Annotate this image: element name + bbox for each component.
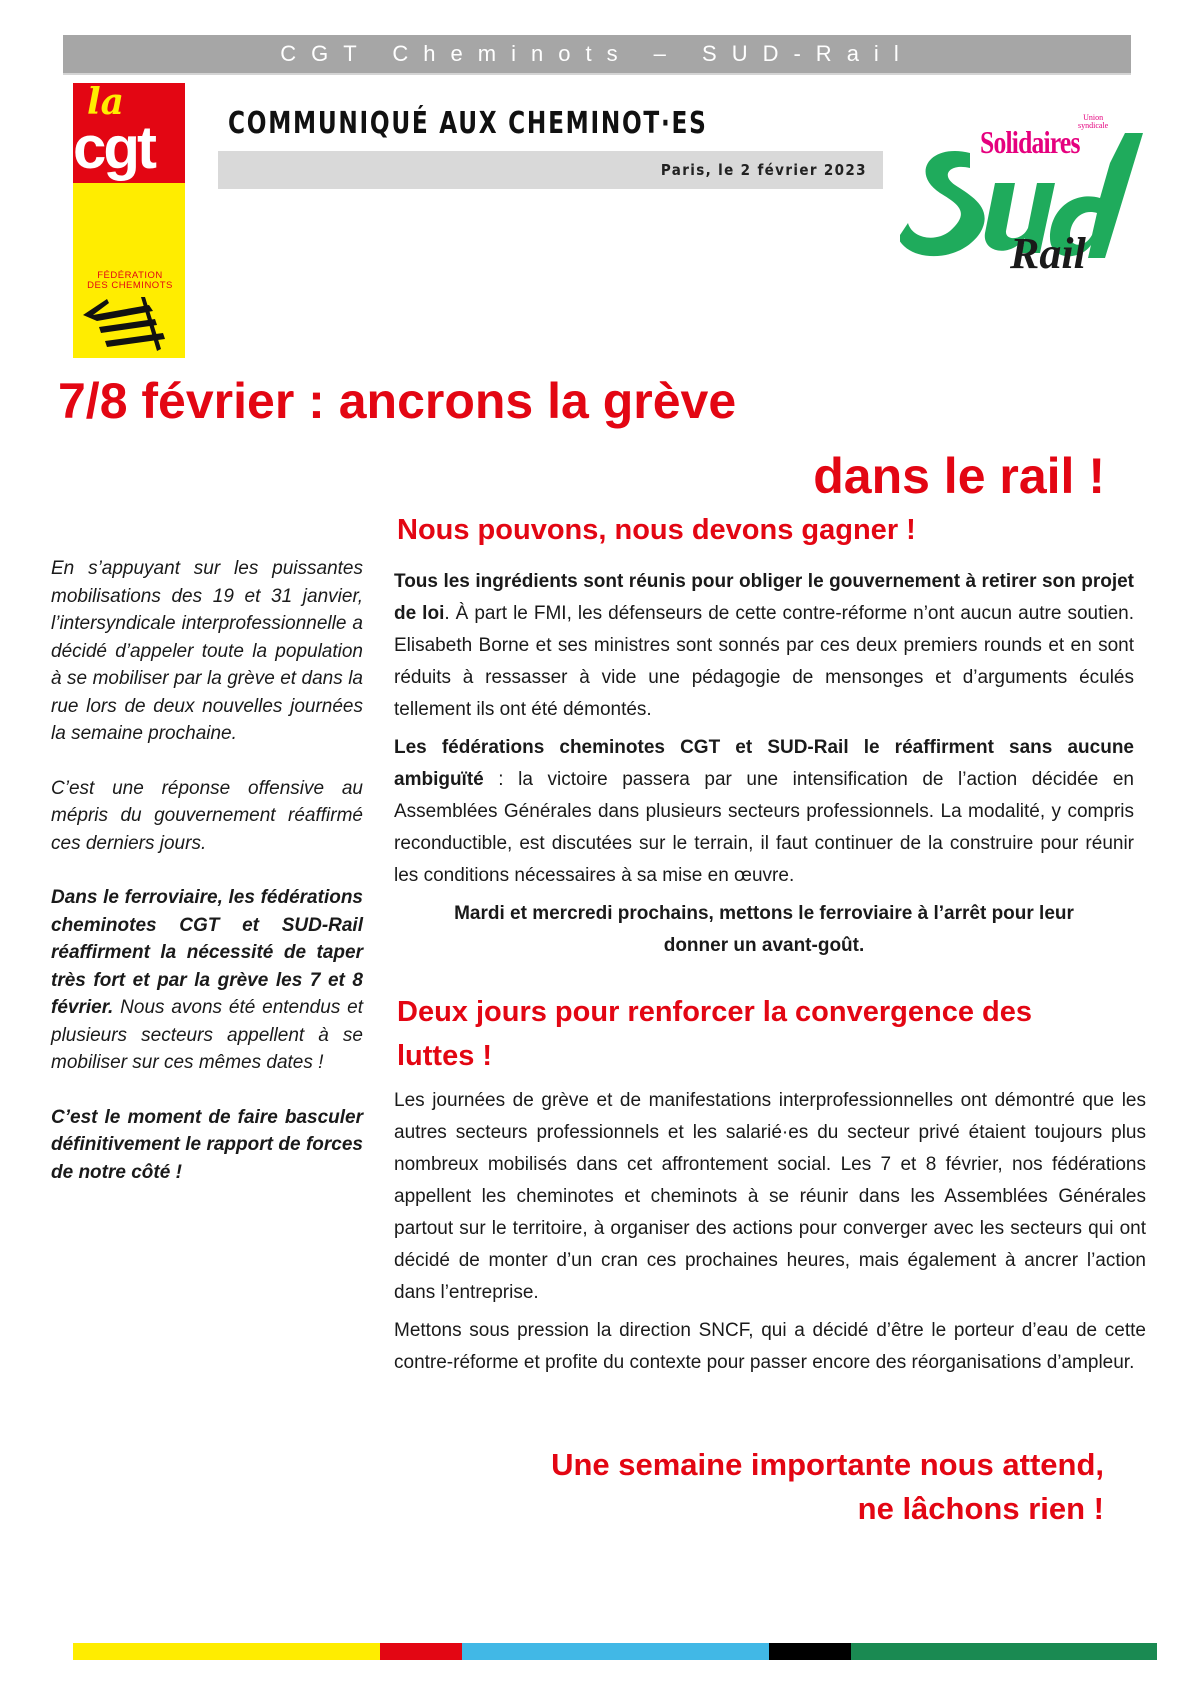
section1-paragraph-1 [394, 566, 1134, 726]
closing-slogan [551, 1443, 1104, 1531]
footer-bar-yellow [73, 1643, 380, 1660]
footer-bar-green [851, 1643, 1157, 1660]
cgt-logo-name: cgt [73, 114, 154, 181]
banner-text: CGT Cheminots – SUD-Rail [280, 41, 914, 66]
cgt-federation-line1: FÉDÉRATION [97, 270, 163, 281]
cgt-logo [73, 83, 185, 358]
section2-heading: Deux jours pour renforcer la convergence des luttes ! [397, 996, 1032, 1072]
cgt-federation-line2: DES CHEMINOTS [87, 280, 173, 291]
section2-paragraph-2: Mettons sous pression la direction SNCF, qui a décidé d’être le porteur d’eau de cette contre-réforme et profite du contexte pour passer encore des réorganisations d’ampleur. [394, 1320, 1146, 1373]
footer-bar-red [380, 1643, 462, 1660]
section1-heading: Nous pouvons, nous devons gagner ! [397, 514, 916, 546]
sidebar-paragraph-3-rest: Nous avons été entendus et plusieurs secteurs appellent à se mobiliser sur ces mêmes dates ! [51, 997, 363, 1073]
cgt-federation-label [76, 271, 184, 291]
section1-paragraph-1-rest: . À part le FMI, les défenseurs de cette contre-réforme n’ont aucun autre soutien. Elisabeth Borne et ses ministres sont sonnés par ces deux premiers rounds et en sont réduits à ressasser à vide une pédagogie de mensonges et d’arguments éculés tellement ils ont été démontés. [394, 603, 1134, 720]
section1-paragraph-2-rest: : la victoire passera par une intensification de l’action décidée en Assemblées Générales dans plusieurs secteurs professionnels. La modalité, y compris reconductible, est discutées sur le terrain, il faut continuer de la construire pour réunir les conditions nécessaires à sa mise en œuvre. [394, 769, 1134, 886]
sud-union-line1: Union [1083, 113, 1104, 122]
sidebar-paragraph-4: C’est le moment de faire basculer définitivement le rapport de forces de notre côté ! [51, 1106, 363, 1183]
sidebar-paragraph-3 [51, 884, 363, 1077]
sidebar-paragraph-1: En s’appuyant sur les puissantes mobilisations des 19 et 31 janvier, l’intersyndicale interprofessionnelle a décidé d’appeler toute la population à se mobiliser par la grève et dans la rue lors de deux nouvelles journées la semaine prochaine. [51, 558, 363, 744]
closing-line2: ne lâchons rien ! [857, 1491, 1104, 1526]
section1-paragraph-1-bold: Tous les ingrédients sont réunis pour obliger le gouvernement à retirer son projet de loi [394, 571, 1134, 624]
cgt-logo-la: la [87, 81, 125, 123]
sud-union-label [1078, 114, 1108, 130]
section1-paragraph-2-bold: Les fédérations cheminotes CGT et SUD-Rail le réaffirment sans aucune ambiguïté [394, 737, 1134, 790]
document-type-title: COMMUNIQUÉ AUX CHEMINOT·ES [228, 106, 708, 141]
section2-paragraph-1: Les journées de grève et de manifestations interprofessionnelles ont démontré que les autres secteurs professionnels et les salarié·es du secteur privé étaient toujours plus nombreux mobilisés dans cet affrontement social. Les 7 et 8 février, nos fédérations appellent les cheminotes et cheminots à se réunir dans les Assemblées Générales partout sur le territoire, à organiser des actions pour converger avec les secteurs qui ont décidé de monter d’un cran ces prochaines heures, mais également à ancrer l’action dans l’entreprise. [394, 1090, 1146, 1303]
sidebar-paragraph-2: C’est une réponse offensive au mépris du gouvernement réaffirmé ces derniers jours. [51, 777, 363, 854]
footer-bar-blue [462, 1643, 769, 1660]
section1-callout: Mardi et mercredi prochains, mettons le ferroviaire à l’arrêt pour leur donner un avant-goût. [454, 903, 1074, 956]
header-banner [63, 35, 1131, 75]
sud-rail-logo [900, 108, 1145, 278]
rail-track-icon [79, 293, 179, 353]
sidebar-column [51, 555, 363, 1213]
section1-body [394, 566, 1134, 962]
main-title-line2: dans le rail ! [813, 448, 1105, 504]
date-bar [218, 151, 883, 189]
closing-line1: Une semaine importante nous attend, [551, 1447, 1104, 1482]
sud-rail-label: Rail [1010, 229, 1086, 278]
main-title-line1: 7/8 février : ancrons la grève [58, 373, 737, 429]
section2-body [394, 1085, 1146, 1379]
sud-solidaires-label: Solidaires [980, 124, 1080, 160]
sidebar-paragraph-3-bold: Dans le ferroviaire, les fédérations cheminotes CGT et SUD-Rail réaffirment la nécessité de taper très fort et par la grève les 7 et 8 février. [51, 887, 363, 1018]
section1-paragraph-2 [394, 732, 1134, 892]
footer-bar-black [769, 1643, 851, 1660]
footer-color-bar [73, 1643, 1157, 1660]
sud-union-line2: syndicale [1078, 121, 1109, 130]
cgt-logo-red-block [73, 83, 185, 183]
date-text: Paris, le 2 février 2023 [661, 161, 867, 179]
